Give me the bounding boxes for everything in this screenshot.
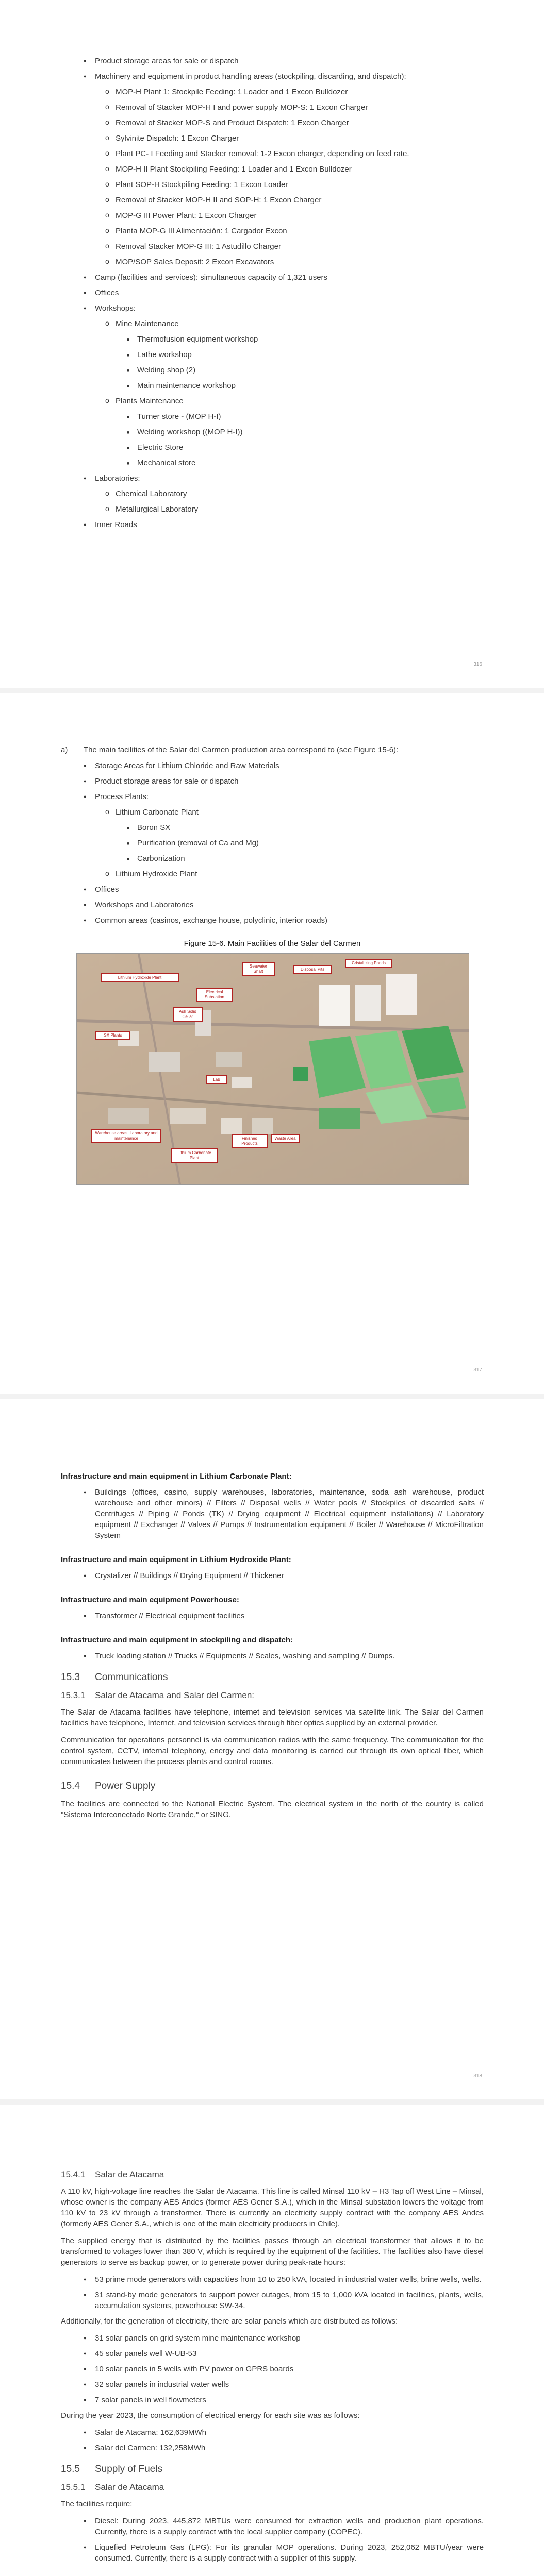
list-item: o MOP/SOP Sales Deposit: 2 Excon Excavators [61, 257, 484, 267]
list-item: ■ Mechanical store [61, 457, 484, 468]
list-item: ● Storage Areas for Lithium Chloride and Raw Materials [61, 760, 484, 771]
label-finished-products: Finished Products [232, 1134, 268, 1148]
label-disposal-pits: Disposal Pits [293, 965, 332, 974]
document-page-319 [0, 2105, 544, 2576]
list-item: o Removal of Stacker MOP-H II and SOP-H: 1 Excon Charger [61, 195, 484, 206]
list-item: ● Offices [61, 287, 484, 298]
label-lithium-carbonate-plant: Lithium Carbonate Plant [171, 1148, 218, 1163]
list-item: ● Workshops: [61, 303, 484, 314]
list-item: ● 7 solar panels in well flowmeters [61, 2395, 484, 2405]
list-item: o Removal Stacker MOP-G III: 1 Astudillo Charger [61, 241, 484, 252]
list-item: ● 31 stand-by mode generators to support power outages, from 15 to 1,000 kVA located in facilities, plants, wells, accumulation systems, powerhouse SW-34. [61, 2290, 484, 2311]
list-item: ● 32 solar panels in industrial water wells [61, 2379, 484, 2390]
label-cristallizing-ponds: Cristallizing Ponds [345, 959, 392, 968]
fuel-intro-paragraph: The facilities require: [61, 2500, 133, 2509]
list-item: ■ Boron SX [61, 822, 484, 833]
list-item: o Sylvinite Dispatch: 1 Excon Charger [61, 133, 484, 144]
list-item: ■ Electric Store [61, 442, 484, 453]
intro-line [61, 744, 484, 755]
list-item: o Lithium Carbonate Plant [61, 807, 484, 818]
facilities-aerial-map [76, 953, 469, 1185]
page-number: 317 [473, 1367, 482, 1373]
list-item: ● 31 solar panels on grid system mine maintenance workshop [61, 2333, 484, 2344]
list-item: ■ Thermofusion equipment workshop [61, 334, 484, 345]
list-item: ■ Carbonization [61, 853, 484, 864]
document-page-316 [0, 0, 544, 688]
list-item: ● Salar de Atacama: 162,639MWh [61, 2427, 484, 2438]
list-item: o Chemical Laboratory [61, 488, 484, 499]
list-item: o Metallurgical Laboratory [61, 504, 484, 515]
section-title: Communications [95, 1672, 168, 1683]
bullet-list [61, 760, 484, 926]
generator-list [61, 2274, 484, 2311]
communications-paragraph-2: Communication for operations personnel is via communication radios with the same frequency. The communication for the control system, CCTV, internal telephony, energy and data monitoring is carried out through its own optical fiber, which communicates between the process plants and control rooms. [61, 1736, 484, 1766]
section-title: Salar de Atacama [95, 2482, 164, 2492]
label-seawater-shaft: Seawater Shaft [242, 962, 275, 976]
list-item: ● Laboratories: [61, 473, 484, 484]
power-supply-paragraph: The facilities are connected to the National Electric System. The electrical system in the north of the country is called "Sistema Interconectado Norte Grande," or SING. [61, 1800, 484, 1819]
hydroxide-plant-equipment: ● Crystalizer // Buildings // Drying Equipment // Thickener [61, 1570, 484, 1581]
list-item: ■ Lathe workshop [61, 349, 484, 360]
page-gap [0, 1394, 544, 1399]
label-lab: Lab [206, 1075, 227, 1084]
page-gap [0, 688, 544, 693]
section-title: Power Supply [95, 1781, 156, 1791]
list-item: ■ Main maintenance workshop [61, 380, 484, 391]
section-15-3-heading [61, 1672, 484, 1683]
intro-underlined: The main facilities of the Salar del Carmen production area correspond to (see Figure 15-6): [83, 745, 399, 754]
list-item: o Plants Maintenance [61, 396, 484, 406]
consumption-intro-paragraph: During the year 2023, the consumption of electrical energy for each site was as follows: [61, 2411, 360, 2420]
section-number: 15.3.1 [61, 1690, 86, 1700]
stockpiling-heading: Infrastructure and main equipment in stockpiling and dispatch: [61, 1636, 293, 1645]
solar-panel-list [61, 2333, 484, 2405]
page-number: 316 [473, 662, 482, 667]
section-title: Supply of Fuels [95, 2464, 162, 2475]
section-15-5-1-heading [61, 2482, 484, 2493]
document-page-318 [0, 1399, 544, 2099]
list-item: ● Product storage areas for sale or dispatch [61, 776, 484, 787]
list-item: o MOP-H Plant 1: Stockpile Feeding: 1 Loader and 1 Excon Bulldozer [61, 87, 484, 97]
powerhouse-heading: Infrastructure and main equipment Powerhouse: [61, 1596, 239, 1604]
communications-paragraph-1: The Salar de Atacama facilities have telephone, internet and television services via satellite link. The Salar del Carmen facilities have telephone, Internet, and television services through fiber optics supplied by an external provider. [61, 1708, 484, 1727]
list-item: ■ Welding shop (2) [61, 365, 484, 376]
solar-intro-paragraph: Additionally, for the generation of electricity, there are solar panels which are distributed as follows: [61, 2317, 398, 2326]
list-item: ● Camp (facilities and services): simultaneous capacity of 1,321 users [61, 272, 484, 283]
stockpiling-equipment: ● Truck loading station // Trucks // Equipments // Scales, washing and sampling // Dumps. [61, 1651, 484, 1662]
label-lithium-hydroxide-plant: Lithium Hydroxide Plant [101, 973, 179, 982]
figure-caption: Figure 15-6. Main Facilities of the Salar del Carmen [184, 939, 361, 948]
carbonate-plant-heading: Infrastructure and main equipment in Lithium Carbonate Plant: [61, 1472, 292, 1481]
list-item: ● Workshops and Laboratories [61, 900, 484, 910]
section-number: 15.3 [61, 1672, 80, 1683]
section-title: Salar de Atacama and Salar del Carmen: [95, 1690, 255, 1700]
section-number: 15.5.1 [61, 2482, 86, 2492]
bullet-list [61, 56, 484, 530]
list-item: ● Salar del Carmen: 132,258MWh [61, 2443, 484, 2453]
label-electrical-substation: Electrical Substation [196, 988, 233, 1002]
section-number: 15.4.1 [61, 2170, 86, 2179]
list-item: o Removal of Stacker MOP-S and Product Dispatch: 1 Excon Charger [61, 117, 484, 128]
power-and-fuel-section [61, 2169, 484, 2568]
aerial-photo [77, 954, 469, 1184]
fuel-list [61, 2516, 484, 2564]
infrastructure-section [61, 1471, 484, 1826]
label-waste-area: Waste Area [271, 1134, 300, 1143]
list-item: ● Machinery and equipment in product handling areas (stockpiling, discarding, and dispatch): [61, 71, 484, 82]
carbonate-plant-equipment: ● Buildings (offices, casino, supply warehouses, laboratories, maintenance, soda ash warehouse, product warehouse and other minors) // Filters // Disposal wells // Water pools // Stockpiles of discarded salts // Centrifuges // Piping // Ponds (TK) // Drying equipment // Electrical equipment installations) // Laboratory equipment // Exchanger // Valves // Pumps // Instrumentation equipment // Boiler // Warehouse // MicroFiltration System [61, 1487, 484, 1541]
list-item: o MOP-H II Plant Stockpiling Feeding: 1 Loader and 1 Excon Bulldozer [61, 164, 484, 175]
page-number: 318 [473, 2073, 482, 2079]
list-item: o Plant PC- I Feeding and Stacker removal: 1-2 Excon charger, depending on feed rate. [61, 148, 484, 159]
list-item: ■ Welding workshop ((MOP H-I)) [61, 427, 484, 437]
list-item: o Planta MOP-G III Alimentación: 1 Cargador Excon [61, 226, 484, 236]
power-paragraph-1: A 110 kV, high-voltage line reaches the Salar de Atacama. This line is called Minsal 110 kV – H3 Tap off West Line – Minsal, whose owner is the company AES Andes (former AES Gener S.A.), which in the Minsal substation lowers the voltage from 110 kV to 23 kV through a transformer. There is currently an electricity supply contract with the company AES Andes (formerly AES Gener S.A., which is one of the main electricity producers in Chile). [61, 2187, 484, 2228]
consumption-list [61, 2427, 484, 2453]
list-item: ● Product storage areas for sale or dispatch [61, 56, 484, 66]
list-item: ● Common areas (casinos, exchange house, polyclinic, interior roads) [61, 915, 484, 926]
list-item: ■ Turner store - (MOP H-I) [61, 411, 484, 422]
label-warehouse-areas: Warehouse areas, Laboratory and maintenance [91, 1129, 161, 1143]
list-item: ■ Purification (removal of Ca and Mg) [61, 838, 484, 849]
label-sx-plants: SX Plants [95, 1031, 130, 1040]
list-item: o MOP-G III Power Plant: 1 Excon Charger [61, 210, 484, 221]
document-page-317 [0, 693, 544, 1394]
list-item: ● 10 solar panels in 5 wells with PV power on GPRS boards [61, 2364, 484, 2375]
facilities-list-continued [61, 56, 484, 535]
list-item: o Plant SOP-H Stockpiling Feeding: 1 Excon Loader [61, 179, 484, 190]
list-item: ● Liquefied Petroleum Gas (LPG): For its granular MOP operations. During 2023, 252,062 MBTU/year were consumed. Currently, there is a supply contract with a supplier of this supply. [61, 2542, 484, 2564]
list-item: ● Inner Roads [61, 519, 484, 530]
page-gap [0, 2099, 544, 2105]
section-15-3-1-heading [61, 1690, 484, 1701]
salar-del-carmen-section [61, 744, 484, 1185]
section-number: 15.5 [61, 2464, 80, 2475]
list-item: o Mine Maintenance [61, 318, 484, 329]
section-15-4-1-heading [61, 2169, 484, 2180]
intro-letter: a) [61, 745, 68, 754]
list-item: ● 45 solar panels well W-UB-53 [61, 2348, 484, 2359]
hydroxide-plant-heading: Infrastructure and main equipment in Lithium Hydroxide Plant: [61, 1555, 291, 1564]
section-title: Salar de Atacama [95, 2170, 164, 2179]
list-item: ● Offices [61, 884, 484, 895]
label-ash-solid-cellar: Ash Solid Cellar [173, 1007, 203, 1022]
list-item: o Lithium Hydroxide Plant [61, 869, 484, 879]
list-item: o Removal of Stacker MOP-H I and power supply MOP-S: 1 Excon Charger [61, 102, 484, 113]
power-paragraph-2: The supplied energy that is distributed by the facilities passes through an electrical transformer that allows it to be transformed to voltages lower than 380 V, which is required by the equipment of the facilities. The facilities also have diesel generators to serve as backup power, or to generate power during peak-rate hours: [61, 2236, 484, 2267]
list-item: ● 53 prime mode generators with capacities from 10 to 250 kVA, located in industrial water wells, brine wells, wells. [61, 2274, 484, 2285]
section-15-5-heading [61, 2464, 484, 2475]
list-item: ● Diesel: During 2023, 445,872 MBTUs were consumed for extraction wells and production plant operations. Currently, there is a supply contract with the local supplier company (COPEC). [61, 2516, 484, 2537]
section-15-4-heading [61, 1781, 484, 1791]
list-item: ● Process Plants: [61, 791, 484, 802]
powerhouse-equipment: ● Transformer // Electrical equipment facilities [61, 1611, 484, 1621]
section-number: 15.4 [61, 1781, 80, 1791]
